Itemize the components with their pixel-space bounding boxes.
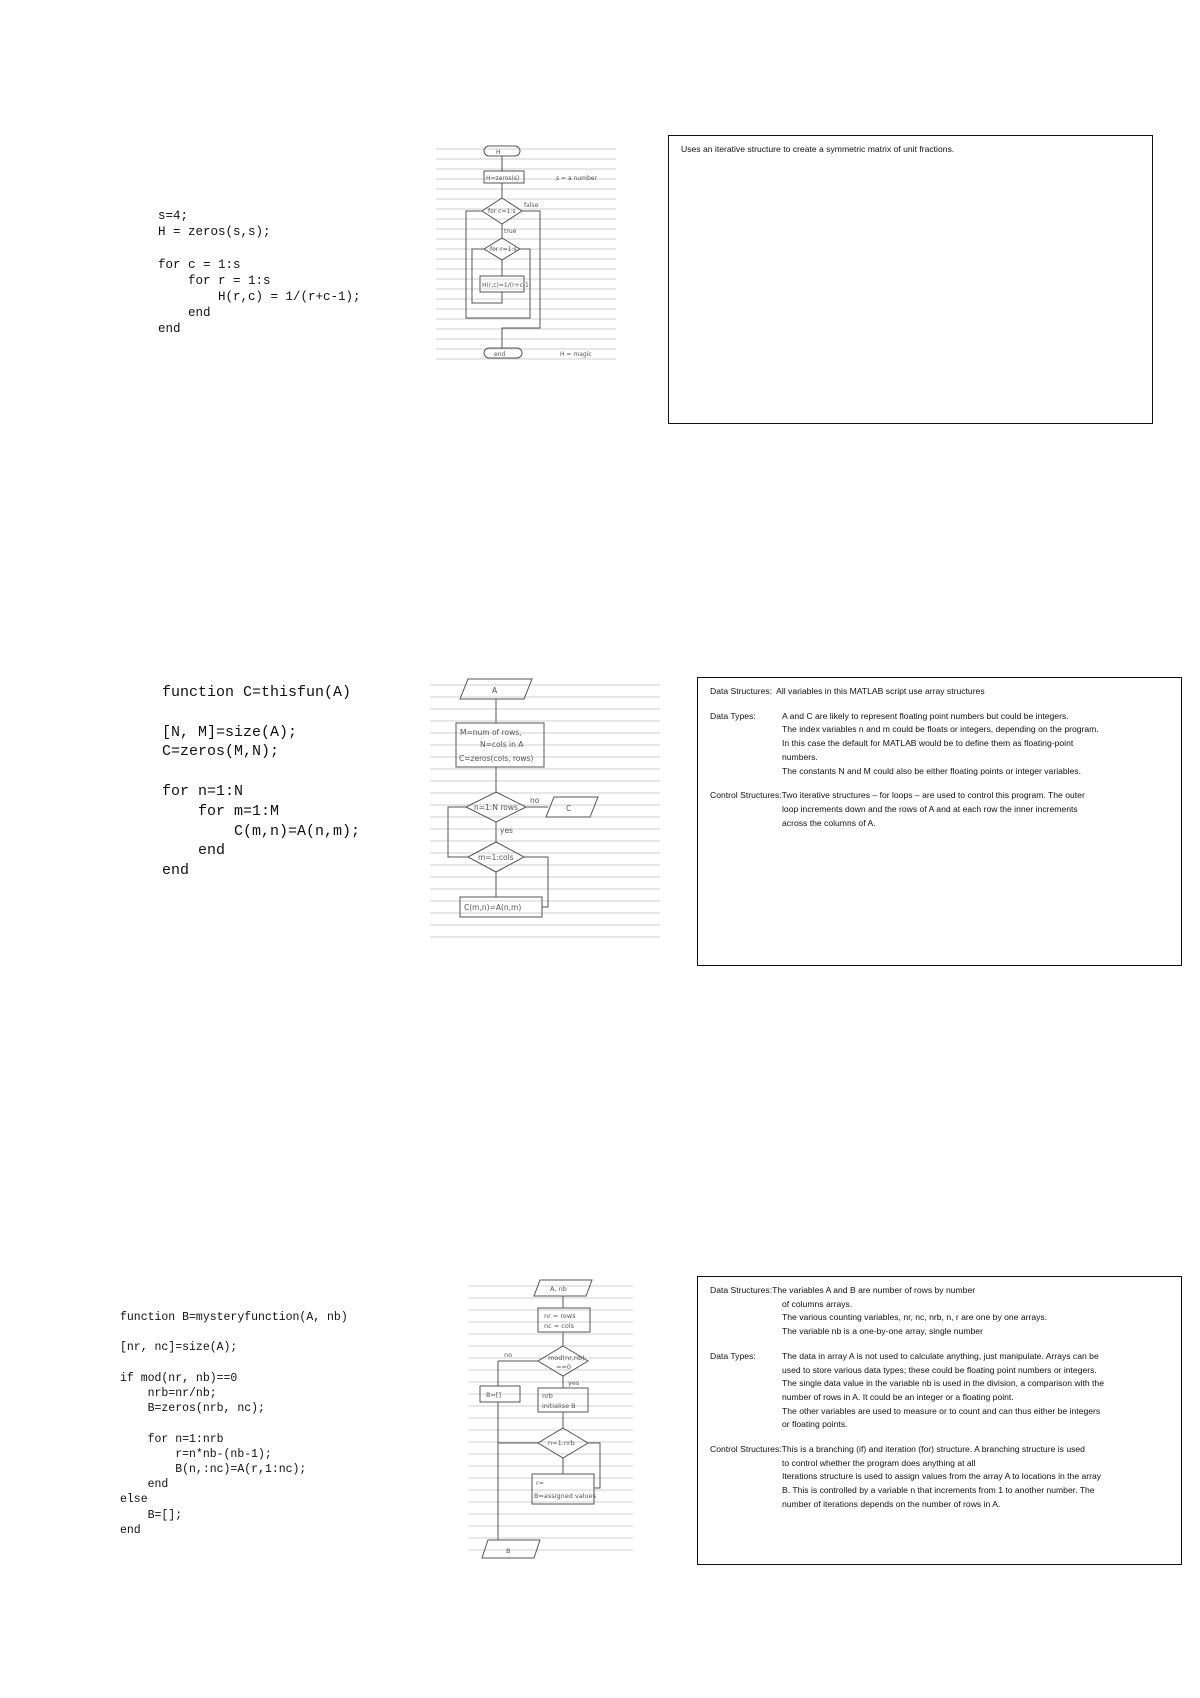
data-types-line: number of rows in A. It could be an integer or a floating point. — [782, 1391, 1014, 1402]
code-line: end — [120, 1478, 169, 1492]
description-text: Uses an iterative structure to create a symmetric matrix of unit fractions. — [681, 144, 955, 154]
control-structures-label: Control Structures: — [710, 1444, 782, 1455]
code-line: nrb=nr/nb; — [120, 1387, 217, 1401]
flow-yes: yes — [568, 1379, 580, 1387]
flow-assign-1: nrb — [542, 1392, 553, 1400]
data-structures-line: The variable nb is a one-by-one array, single number — [782, 1326, 983, 1337]
flow-init-1: M=num of rows, — [460, 728, 522, 737]
flow-assign-2: initialise B — [542, 1402, 576, 1410]
flow-yes: yes — [500, 826, 513, 835]
control-structures-line: B. This is controlled by a variable n that increments from 1 to another number. The — [782, 1485, 1095, 1496]
code-line: for m=1:M — [162, 802, 280, 820]
flow-no: false — [524, 202, 539, 209]
data-structures-section — [710, 1284, 1169, 1339]
data-types-line: or floating points. — [782, 1419, 848, 1430]
flow-else-box: B=[] — [486, 1391, 501, 1399]
flow-end: end — [494, 351, 506, 358]
control-structures-line: Iterations structure is used to assign values from the array A to locations in the array — [782, 1471, 1102, 1482]
data-types-section — [710, 1350, 1169, 1432]
flow-no: no — [530, 796, 540, 805]
flow-inner-test: for r=1:s — [490, 246, 517, 253]
flow-body-2: B=assigned values — [534, 1492, 597, 1500]
description-box-2 — [697, 677, 1182, 966]
data-structures-line: The variables A and B are number of rows by number — [772, 1285, 976, 1295]
data-structures-line: The various counting variables, nr, nc, nrb, n, r are one by one arrays. — [782, 1312, 1048, 1323]
code-line: C=zeros(M,N); — [162, 743, 280, 761]
flow-body: C(m,n)=A(n,m) — [464, 903, 522, 912]
control-structures-line: This is a branching (if) and iteration (for) structure. A branching structure is used — [781, 1444, 1085, 1455]
code-line: B=[]; — [120, 1508, 183, 1522]
code-line: [nr, nc]=size(A); — [120, 1341, 238, 1355]
flowchart-2 — [430, 677, 660, 947]
flow-outer-test: n=1:N rows — [474, 803, 518, 812]
data-types-label: Data Types: — [710, 1350, 756, 1361]
flow-input: A, nb — [550, 1285, 567, 1293]
code-line: H(r,c) = 1/(r+c-1); — [158, 290, 361, 305]
flow-init: H=zeros(s) — [486, 175, 520, 182]
data-types-line: used to store various data types; these could be floating point numbers or integers. — [782, 1364, 1097, 1375]
code-line: for n=1:nrb — [120, 1432, 224, 1446]
code-line: function B=mysteryfunction(A, nb) — [120, 1311, 348, 1324]
code-line: B(n,:nc)=A(r,1:nc); — [120, 1463, 307, 1477]
code-line: else — [120, 1493, 148, 1507]
flow-init-note: s = a number — [556, 175, 597, 182]
control-structures-line: number of iterations depends on the number of rows in A. — [782, 1498, 1001, 1509]
code-line: H = zeros(s,s); — [158, 225, 271, 240]
data-types-section — [710, 710, 1169, 779]
control-structures-section — [710, 1443, 1169, 1512]
data-types-line: In this case the default for MATLAB would be to define them as floating-point — [782, 738, 1074, 749]
flow-init-2: N=cols in A — [480, 740, 524, 749]
code-line: for c = 1:s — [158, 257, 241, 272]
code-line: end — [158, 322, 181, 337]
flow-test-1: mod(nr,nb) — [548, 1354, 585, 1362]
code-line — [120, 1356, 348, 1371]
data-types-label: Data Types: — [710, 710, 756, 721]
data-structures-section — [710, 685, 1169, 699]
code-line: [N, M]=size(A); — [162, 723, 298, 741]
data-types-line: The single data value in the variable nb is used in the division, a comparison with the — [782, 1378, 1104, 1389]
flow-input: A — [492, 686, 498, 695]
code-line: end — [120, 1523, 141, 1537]
control-structures-line: across the columns of A. — [782, 817, 876, 828]
code-line — [162, 703, 360, 723]
flow-inner-test: m=1:cols — [478, 853, 514, 862]
data-types-line: The other variables are used to measure or to count and can thus either be integers — [782, 1405, 1101, 1416]
data-types-line: The index variables n and m could be floats or integers, depending on the program. — [782, 724, 1099, 735]
code-listing-3 — [120, 1310, 348, 1538]
control-structures-label: Control Structures: — [710, 790, 782, 801]
flow-output: B — [506, 1547, 511, 1555]
data-structures-label: Data Structures: — [710, 686, 773, 696]
data-structures-line: of columns arrays. — [782, 1298, 853, 1309]
flow-test-1b: ==0 — [556, 1363, 572, 1371]
data-structures-text: All variables in this MATLAB script use array structures — [776, 686, 985, 696]
data-types-line: The data in array A is not used to calculate anything, just manipulate. Arrays can be — [782, 1350, 1099, 1361]
code-listing-1 — [158, 208, 361, 338]
code-line: end — [162, 842, 226, 860]
code-line: B=zeros(nrb, nc); — [120, 1402, 265, 1416]
code-line — [162, 762, 360, 782]
code-line: for n=1:N — [162, 782, 244, 800]
flow-init-1: nr = rows — [544, 1312, 576, 1320]
code-line: C(m,n)=A(n,m); — [162, 822, 361, 840]
code-line: end — [162, 862, 190, 880]
code-line — [120, 1325, 348, 1340]
description-box-3 — [697, 1276, 1182, 1565]
code-line: end — [158, 306, 211, 321]
flow-init-2: nc = cols — [544, 1322, 575, 1330]
flowchart-1 — [436, 143, 616, 368]
flow-loop-test: n=1:nrb — [548, 1439, 575, 1447]
code-line: function C=thisfun(A) — [162, 684, 352, 701]
flow-outer-test: for c=1:s — [488, 208, 516, 215]
code-line: if mod(nr, nb)==0 — [120, 1371, 238, 1385]
flow-start: H — [496, 149, 501, 156]
data-types-line: A and C are likely to represent floating point numbers but could be integers. — [782, 710, 1069, 721]
data-types-line: The constants N and M could also be either floating points or integer variables. — [782, 765, 1082, 776]
flow-body-1: r= — [536, 1479, 545, 1487]
flow-end-note: H = magic — [560, 351, 592, 358]
code-line — [158, 240, 361, 256]
flow-no: no — [504, 1351, 513, 1359]
flowchart-3 — [468, 1278, 633, 1563]
control-structures-line: to control whether the program does anything at all — [782, 1457, 976, 1468]
data-types-line: numbers. — [782, 751, 818, 762]
flow-body: H(r,c)=1/(r+c-1) — [482, 282, 532, 289]
description-box-1 — [668, 135, 1153, 424]
code-line: s=4; — [158, 209, 189, 223]
control-structures-section — [710, 789, 1169, 830]
control-structures-line: loop increments down and the rows of A and at each row the inner increments — [782, 803, 1078, 814]
control-structures-line: Two iterative structures – for loops – are used to control this program. The outer — [781, 790, 1085, 801]
data-structures-label: Data Structures: — [710, 1285, 773, 1295]
code-listing-2 — [162, 683, 360, 881]
code-line: for r = 1:s — [158, 273, 271, 288]
flow-init-3: C=zeros(cols, rows) — [459, 754, 534, 763]
code-line: r=n*nb-(nb-1); — [120, 1447, 272, 1461]
flow-yes: true — [504, 228, 517, 235]
code-line — [120, 1416, 348, 1431]
flow-output: C — [566, 804, 572, 813]
